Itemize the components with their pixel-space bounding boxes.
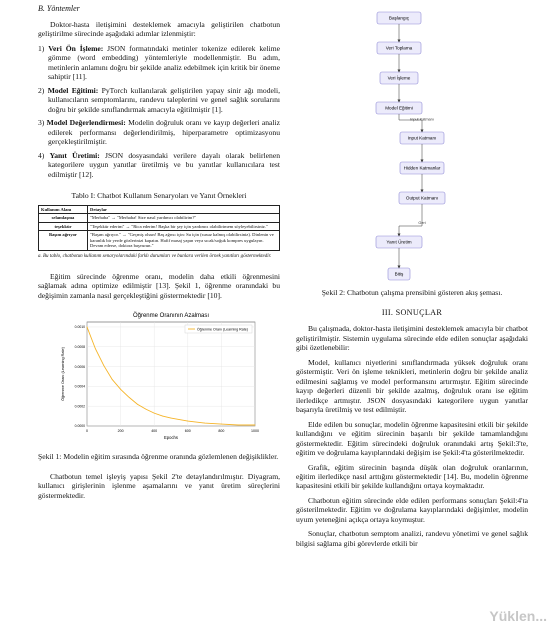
table-cell-usage: teşekkür	[39, 222, 88, 231]
data-point	[145, 409, 146, 410]
data-point	[95, 349, 96, 350]
table-cell-usage: selamlaşma	[39, 214, 88, 223]
section-title: III. SONUÇLAR	[381, 307, 443, 317]
step-title: Veri Ön İşleme:	[48, 43, 104, 53]
y-tick-label: 0.0006	[74, 365, 85, 370]
y-tick-label: 0.0000	[74, 424, 85, 429]
results-paragraph: Elde edilen bu sonuçlar, modelin öğrenme kapasitesini etkili bir şekilde kullandığını ve eğitim sürecinin başarılı bir şekilde tamamlandığını göstermektedir. Eğitim sürecindeki doğruluk oranındaki artış Şekil:3'te, eğitim ve doğrulama kayıplarındaki değişim ise Şekil:4'ta gösterilmektedir.	[296, 419, 528, 458]
flow-node-label: Model Eğitimi	[385, 105, 413, 111]
data-point	[237, 425, 238, 426]
data-point	[254, 425, 255, 426]
y-tick-label: 0.0008	[74, 345, 85, 350]
flow-node-label: Veri İşleme	[387, 75, 411, 81]
step-number: 2)	[38, 85, 48, 95]
figure2-caption: Şekil 2: Chatbotun çalışma prensibini gösteren akış şeması.	[321, 288, 503, 298]
step-number: 1)	[38, 43, 49, 53]
flow-edge-label: Geri	[418, 221, 426, 225]
results-paragraph: Bu çalışmada, doktor-hasta iletişimini desteklemek amacıyla bir chatbot geliştirilmiştir. Sistemin uygulama sürecinde elde edilen sonuçlar aşağıdaki gibi özetlenebilir:	[296, 324, 528, 353]
step-text: PyTorch kullanılarak geliştirilen yapay sinir ağı modeli, kullanıcıların semptomlarını, randevu taleplerini ve genel sağlık sorularını doğru bir şekilde sınıflandırmak amacıyla eğitilmiştir [1].	[48, 85, 280, 114]
flowchart	[296, 4, 528, 284]
table-header: Kullanım Alanı	[39, 205, 88, 214]
usage-table	[38, 205, 280, 251]
method-steps	[38, 44, 280, 179]
results-text	[296, 324, 528, 548]
table-row	[39, 214, 280, 223]
data-point	[128, 397, 129, 398]
x-axis-label: Epochs	[163, 435, 178, 441]
step-text: Modelin doğruluk oranı ve kayıp değerleri analiz edilerek performansı değerlendirilmiş, hiperparametre optimizasyonu gerçekleştirilmiştir.	[48, 118, 280, 147]
x-tick-label: 400	[150, 429, 157, 434]
table-note: a. Bu tablo, chatbotun kullanım senaryolarındaki farklı durumları ve bunlara verilen örnek yanıtları göstermektedir.	[38, 253, 272, 259]
data-point	[153, 413, 154, 414]
step-title: Model Eğitimi:	[47, 85, 99, 95]
data-point	[187, 421, 188, 422]
flow-edge-label: Input Katmanı	[410, 117, 434, 122]
figure1-caption: Şekil 1: Modelin eğitim sırasında öğrenme oranında gözlemlenen değişiklikler.	[38, 452, 279, 462]
table-header: Detaylar	[88, 205, 280, 214]
table-cell-usage: Başım ağrıyor	[39, 231, 88, 251]
step-number: 4)	[38, 150, 50, 160]
flow-node-label: Bitiş	[394, 271, 404, 277]
table-cell-detail: "Başım ağrıyor." → "Geçmiş olsun! Baş ağrısı için: Su için (susuz kalmış olabilirsiniz). Dinlenin ve karanlık bir yerde gözlerinizi kapatın. Hafif masaj yapın veya sıcak/soğuk kompres uygulayın. Devam ederse, doktora başvurun."	[88, 231, 280, 251]
legend-label: Öğrenme Oranı (Learning Rate)	[196, 327, 248, 332]
results-paragraph: Grafik, eğitim sürecinin başında düşük olan doğruluk oranlarının, eğitim ilerledikçe nasıl arttığını göstermektedir [14]. Bu, modelin öğrenme kapasitesini etkili bir şekilde kullandığını ortaya koymaktadır.	[296, 462, 528, 491]
flow-node-label: Veri Toplama	[385, 45, 413, 51]
x-tick-label: 600	[184, 429, 191, 434]
y-tick-label: 0.0004	[74, 385, 85, 390]
plot-area	[87, 322, 255, 426]
table-row	[39, 222, 280, 231]
data-point	[111, 380, 112, 381]
step-text: JSON dosyasındaki verilere dayalı olarak belirlenen kategorilere uygun yanıtlar üretilmiş ve bu yanıtlar kullanıcılara test edilmiştir [12].	[48, 150, 281, 179]
flow-node-label: Yanıt Üretim	[386, 239, 412, 245]
data-point	[86, 327, 87, 328]
method-step	[38, 43, 280, 82]
results-paragraph: Model, kullanıcı niyetlerini sınıflandırmada yüksek doğruluk oranı göstermiştir. Veri ön işleme teknikleri, metinlerin doğru bir şekilde analiz edilmesini sağlamış ve model performansını artırmıştır. Eğitim sürecinde kayıp değerleri düzenli bir şekilde azalmış, doğruluk oranı ise eğitim ilerledikçe artmıştır. JSON dosyasındaki kategorilere uygun yanıtlar başarıyla üretilmiş ve test edilmiştir.	[296, 357, 528, 415]
flow-node-label: Output Katmanı	[405, 195, 439, 201]
data-point	[120, 389, 121, 390]
method-step	[38, 118, 280, 147]
section-heading: B. Yöntemler	[38, 4, 80, 13]
training-paragraph: Eğitim sürecinde öğrenme oranı, modelin daha etkili öğrenmesini sağlamak adına optimize edilmiştir [13]. Şekil 1, öğrenme oranındaki bu değişimin zamanla nasıl gerçekleştiğini göstermektedir [10].	[38, 272, 280, 300]
structure-paragraph: Chatbotun temel işleyiş yapısı Şekil 2'te detaylandırılmıştır. Diyagram, kullanıcı girişlerinin işlenme aşamalarını ve yanıt üretim süreçlerini göstermektedir.	[38, 471, 280, 500]
learning-rate-chart	[57, 308, 262, 448]
watermark: Yüklen...	[489, 607, 547, 624]
results-paragraph: Sonuçlar, chatbotun semptom analizi, randevu yönetimi ve genel sağlık bilgisi sağlama gibi görevlerde etkili bir	[296, 529, 528, 548]
x-tick-label: 800	[217, 429, 224, 434]
left-column	[38, 4, 280, 505]
y-tick-label: 0.0010	[74, 325, 85, 330]
step-number: 3)	[38, 118, 47, 128]
intro-paragraph: Doktor-hasta iletişimini desteklemek amacıyla geliştirilen chatbotun geliştirilme sürecinde aşağıdaki adımlar izlenmiştir:	[38, 20, 280, 39]
method-step	[38, 85, 280, 114]
flow-arrow	[399, 204, 422, 236]
table-cell-detail: "Merhaba" → "Merhaba! Size nasıl yardımcı olabilirim?"	[88, 214, 280, 223]
y-tick-label: 0.0002	[74, 404, 85, 409]
data-point	[162, 416, 163, 417]
table-row	[39, 231, 280, 251]
data-point	[137, 404, 138, 405]
table-cell-detail: "Teşekkür ederim" → "Rica ederim! Başka bir şey için yardımcı olabilirimem söyleyebilirsiniz."	[88, 222, 280, 231]
data-point	[221, 424, 222, 425]
data-point	[204, 423, 205, 424]
flow-node-label: Başlangıç	[388, 15, 410, 21]
x-tick-label: 0	[85, 429, 88, 434]
step-title: Yanıt Üretimi:	[49, 150, 100, 160]
x-tick-label: 1000	[250, 429, 259, 434]
step-text: JSON formatındaki metinler tokenize edilerek kelime gömme (word embedding) yöntemleriyle modellenmiştir. Bu adım, metinlerin anlamını doğru bir şekilde analiz edebilmek için kritik bir öneme sahiptir [11].	[48, 43, 280, 82]
x-tick-label: 200	[117, 429, 124, 434]
data-point	[170, 418, 171, 419]
results-paragraph: Chatbotun eğitim sürecinde elde edilen performans sonuçları Şekil:4'ta gösterilmektedir. Eğitim ve doğrulama kayıplarındaki değişimler, modelin uyum yeteneğini açıkça ortaya koymuştur.	[296, 495, 528, 524]
y-axis-label: Öğrenme Oranı (Learning Rate)	[60, 347, 65, 402]
chart-title: Öğrenme Oranının Azalması	[132, 313, 209, 320]
flow-node-label: Hidden Katmanlar	[403, 165, 441, 171]
step-title: Model Değerlendirmesi:	[46, 118, 126, 128]
right-column	[296, 4, 528, 553]
method-step	[38, 150, 281, 179]
data-point	[103, 366, 104, 367]
flow-node-label: Input Katmanı	[407, 135, 437, 141]
table-caption: Tablo I: Chatbot Kullanım Senaryoları ve Yanıt Örnekleri	[71, 191, 247, 201]
